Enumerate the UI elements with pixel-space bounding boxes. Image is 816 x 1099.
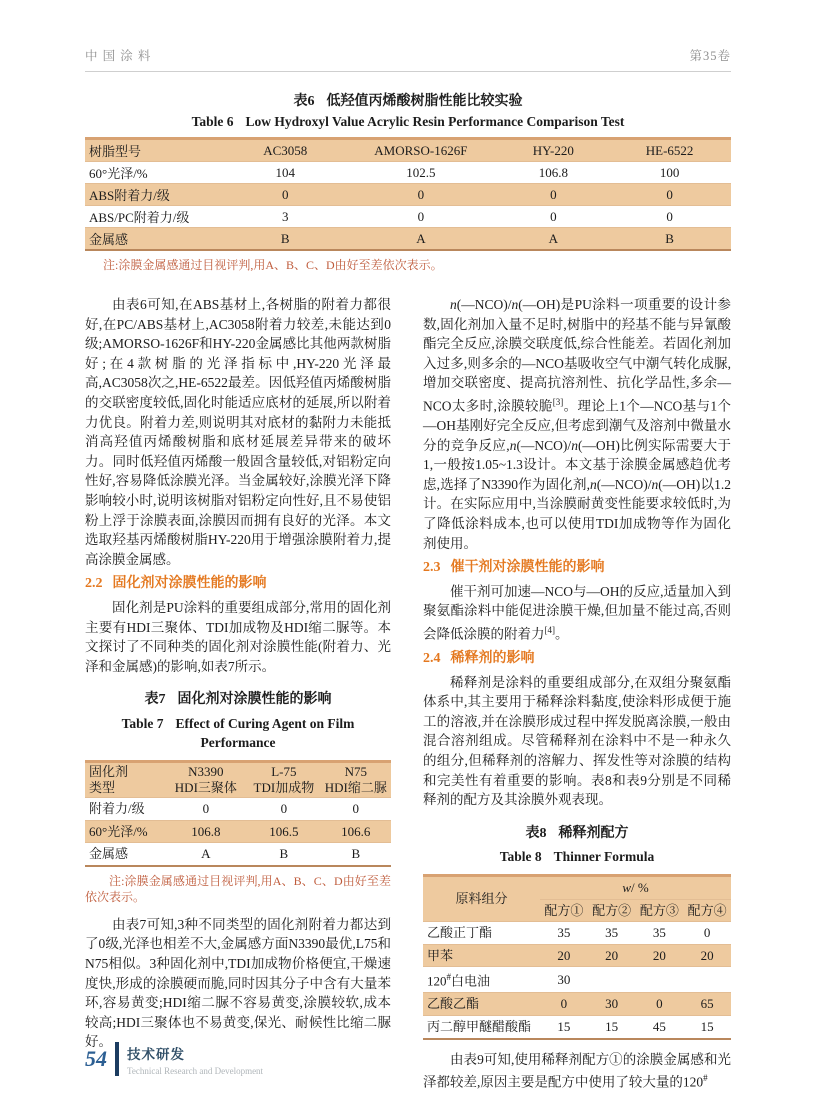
page-footer	[85, 1042, 263, 1076]
table-cell: 20	[683, 944, 731, 967]
table6-title-en: Low Hydroxyl Value Acrylic Resin Performance Comparison Test	[245, 114, 625, 129]
table6-header-cell: 树脂型号	[85, 139, 227, 162]
table-cell: 0	[247, 798, 320, 821]
table7-block	[85, 690, 391, 905]
table6-title-zh: 低羟值丙烯酸树脂性能比较实验	[326, 94, 523, 109]
body-columns	[85, 295, 731, 1092]
table6-caption-en	[85, 114, 731, 130]
section-heading-2-3	[423, 558, 731, 578]
table-cell: 106.8	[165, 820, 248, 843]
table7-caption-zh	[85, 690, 391, 710]
header-line: HDI三聚体	[174, 780, 237, 796]
section-heading-2-4	[423, 649, 731, 669]
table-cell: 0	[683, 922, 731, 945]
section-number: 2.3	[423, 560, 441, 576]
table8-group-header: w/ %	[540, 876, 731, 900]
paragraph: 固化剂是PU涂料的重要组成部分,常用的固化剂主要有HDI三聚体、TDI加成物及HDI缩二脲等。本文探讨了不同种类的固化剂对涂膜性能(附着力、光泽和金属感)的影响,如表7所示。	[85, 599, 391, 674]
table6-row	[85, 162, 731, 184]
header-line: 固化剂	[89, 764, 129, 780]
row-label: 丙二醇甲醚醋酸酯	[427, 1018, 532, 1034]
table-cell: 0	[227, 184, 343, 206]
table-cell: 104	[227, 162, 343, 184]
table6-header-cell: HE-6522	[608, 139, 731, 162]
table-cell: 106.6	[321, 820, 391, 843]
page-number: 54	[85, 1046, 107, 1071]
table7-header-cell	[165, 762, 248, 798]
table8-row	[423, 993, 731, 1016]
row-label: 乙酸乙酯	[423, 993, 540, 1016]
row-label: ABS/PC附着力/级	[85, 206, 227, 228]
row-label: 金属感	[89, 846, 129, 862]
table6-header-cell: HY-220	[498, 139, 608, 162]
table-cell: 45	[652, 1018, 666, 1034]
section-number: 2.4	[423, 651, 441, 667]
table-cell: 35	[636, 922, 684, 945]
table-cell: 30	[540, 967, 588, 993]
table6-row	[85, 184, 731, 206]
row-label: 金属感	[85, 228, 227, 251]
table7-title-zh: 固化剂对涂膜性能的影响	[177, 692, 332, 708]
row-label: 60°光泽/%	[85, 820, 165, 843]
table7-row	[85, 798, 391, 821]
section-title: 催干剂对涂膜性能的影响	[450, 560, 605, 576]
table8-title-zh: 稀释剂配方	[558, 825, 629, 841]
table-cell: A	[201, 846, 211, 862]
table6-row	[85, 228, 731, 251]
footer-section-en: Technical Research and Development	[127, 1065, 264, 1076]
table8-block	[423, 824, 731, 1040]
right-column	[423, 295, 731, 1092]
table-cell: 0	[343, 184, 498, 206]
header-line: TDI加成物	[253, 780, 315, 796]
table-cell: 20	[636, 944, 684, 967]
table-cell: 0	[498, 184, 608, 206]
table8-row	[423, 922, 731, 945]
table6-header-cell: AMORSO-1626F	[343, 139, 498, 162]
page-content	[85, 46, 731, 1092]
table7-note: 注:涂膜金属感通过目视评判,用A、B、C、D由好至差依次表示。	[85, 873, 391, 904]
volume-label: 第35卷	[689, 49, 731, 63]
table-cell: 15	[605, 1018, 619, 1034]
table-cell: 0	[321, 798, 391, 821]
paragraph: 由表9可知,使用稀释剂配方①的涂膜金属感和光泽都较差,原因主要是配方中使用了较大量的120#	[423, 1051, 731, 1090]
table8-row	[423, 944, 731, 967]
table6-header-row	[85, 139, 731, 162]
footer-section-zh: 技术研发	[127, 1046, 185, 1062]
table6-header-cell: AC3058	[227, 139, 343, 162]
table7-header-cell	[321, 762, 391, 798]
table-cell: 65	[683, 993, 731, 1016]
table7-row	[85, 843, 391, 866]
table-cell: 15	[700, 1018, 714, 1034]
table8	[423, 874, 731, 1039]
row-label: 附着力/级	[85, 798, 165, 821]
table7	[85, 760, 391, 867]
table6	[85, 137, 731, 251]
table-cell: 3	[227, 206, 343, 228]
table8-row	[423, 967, 731, 993]
table8-subheader-cell: 配方③	[636, 899, 684, 922]
table-cell: 15	[557, 1018, 571, 1034]
table8-title-en: Thinner Formula	[553, 849, 655, 865]
table6-label-zh: 表6	[293, 94, 315, 109]
paragraph: n(—NCO)/n(—OH)是PU涂料一项重要的设计参数,固化剂加入量不足时,树脂中的羟基不能与异氰酸酯完全反应,涂膜交联度低,综合性能差。若固化剂加入过多,则多余的—NCO基吸收空气中潮气转化成脲,增加交联密度、提高抗溶剂性、抗化学品性,多余—NCO太多时,涂膜较脆[3]。理论上1个—NCO基与1个—OH基刚好完全反应,但考虑到潮气及溶剂中微量水分的竞争反应,n(—NCO)/n(—OH)比例实际需要大于1,一般按1.05~1.3设计。本文基于涂膜金属感趋优考虑,选择了N3390作为固化剂,n(—NCO)/n(—OH)以1.2计。在实际应用中,当涂膜耐黄变性能要求较低时,为了降低涂料成本,也可以使用TDI加成物等作为固化剂使用。	[423, 297, 731, 551]
paragraph: 由表6可知,在ABS基材上,各树脂的附着力都很好,在PC/ABS基材上,AC3058附着力较差,未能达到0级;AMORSO-1626F和HY-220金属感比其他两款树脂好;在4款树脂的光泽指标中,HY-220光泽最高,AC3058次之,HE-6522最差。因低羟值丙烯酸树脂的交联密度较低,固化时能适应底材的延展,所以附着力优良。附着力差,则说明其对底材的黏附力未能抵消高羟值丙烯酸树脂和底材延展差异带来的破坏力。同时低羟值丙烯酸一般固含量较低,对铝粉定向性好,容易降低涂膜光泽。当金属较好,涂膜光泽下降影响较小时,说明该树脂对铝粉定向性好,且不易使铝粉上浮于涂膜表面,涂膜因而拥有良好的光泽。本文选取羟基丙烯酸树脂HY-220用于增强涂膜附着力,提高涂膜金属感。	[85, 297, 391, 567]
section-title: 固化剂对涂膜性能的影响	[112, 576, 267, 592]
table-cell: 102.5	[343, 162, 498, 184]
table7-row	[85, 820, 391, 843]
table-cell: 0	[343, 206, 498, 228]
table-cell: B	[351, 846, 361, 862]
table-cell	[588, 967, 636, 993]
header-line: HDI缩二脲	[324, 780, 387, 796]
header-line: L-75	[271, 764, 297, 780]
table-cell: B	[279, 846, 289, 862]
table-cell: A	[498, 228, 608, 251]
section-title: 稀释剂的影响	[450, 651, 535, 667]
table7-header-cell	[247, 762, 320, 798]
table8-caption-zh	[423, 824, 731, 844]
table7-title-en: Effect of Curing Agent on Film Performance	[175, 715, 355, 751]
row-label: 60°光泽/%	[85, 162, 227, 184]
table7-header-row	[85, 762, 391, 798]
row-label: 120#白电油	[423, 967, 540, 993]
table6-row	[85, 206, 731, 228]
row-label: 乙酸正丁酯	[423, 922, 540, 945]
table8-subheader-cell: 配方④	[683, 899, 731, 922]
table8-row	[423, 1015, 731, 1038]
section-number: 2.2	[85, 576, 103, 592]
row-label: ABS附着力/级	[85, 184, 227, 206]
table-cell: 30	[588, 993, 636, 1016]
table6-caption-zh	[85, 90, 731, 110]
row-label: 甲苯	[423, 944, 540, 967]
table7-caption-en	[85, 714, 391, 753]
table-cell: 20	[540, 944, 588, 967]
table-cell	[636, 967, 684, 993]
table-cell: 0	[165, 798, 248, 821]
table-cell: 20	[588, 944, 636, 967]
table8-stub-header: 原料组分	[423, 876, 540, 922]
table8-subheader-cell: 配方②	[588, 899, 636, 922]
journal-title: 中 国 涂 料	[85, 49, 152, 63]
footer-divider-bar	[115, 1042, 119, 1076]
table6-note: 注:涂膜金属感通过目视评判,用A、B、C、D由好至差依次表示。	[103, 258, 443, 272]
paragraph: 催干剂可加速—NCO与—OH的反应,适量加入到聚氨酯涂料中能促进涂膜干燥,但加量不能过高,否则会降低涂膜的附着力[4]。	[423, 583, 731, 642]
header-line: N3390	[188, 764, 224, 780]
left-column	[85, 295, 391, 1092]
table-cell: 0	[540, 993, 588, 1016]
table-cell: B	[608, 228, 731, 251]
table8-header-row	[423, 876, 731, 900]
table-cell: 106.8	[498, 162, 608, 184]
table-cell: 0	[636, 993, 684, 1016]
table-cell: 106.5	[247, 820, 320, 843]
table8-caption-en	[423, 847, 731, 867]
table8-subheader-cell: 配方①	[540, 899, 588, 922]
section-heading-2-2	[85, 574, 391, 594]
table7-header-cell	[85, 762, 165, 798]
table-cell: 0	[608, 184, 731, 206]
table-cell: 0	[498, 206, 608, 228]
footer-section	[127, 1043, 263, 1076]
header-line: 类型	[89, 780, 116, 796]
table8-label-en: Table 8	[499, 849, 542, 865]
table7-label-zh: 表7	[144, 692, 166, 708]
table6-label-en: Table 6	[191, 114, 234, 129]
table-cell	[683, 967, 731, 993]
table-cell: 100	[608, 162, 731, 184]
table-cell: 35	[540, 922, 588, 945]
paragraph: 稀释剂是涂料的重要组成部分,在双组分聚氨酯体系中,其主要用于稀释涂料黏度,使涂料形成便于施工的溶液,并在涂膜形成过程中挥发脱离涂膜,一般由混合溶剂组成。尽管稀释剂在涂料中不是一种永久的组分,但稀释剂的溶解力、挥发性等对涂膜的结构和完美性有着重要的影响。表8和表9分别是不同稀释剂的配方及其涂膜外观表现。	[423, 674, 731, 808]
table-cell: 0	[608, 206, 731, 228]
header-line: N75	[344, 764, 367, 780]
table-cell: A	[343, 228, 498, 251]
table8-label-zh: 表8	[525, 825, 547, 841]
running-head	[85, 46, 731, 72]
table-cell: 35	[588, 922, 636, 945]
paragraph: 由表7可知,3种不同类型的固化剂附着力都达到了0级,光泽也相差不大,金属感方面N3390最优,L75和N75相似。3种固化剂中,TDI加成物价格便宜,干燥速度快,形成的涂膜硬而脆,同时因其分子中含有大量苯环,容易黄变;HDI缩二脲不容易黄变,涂膜较软,成本较高;HDI三聚体也不易黄变,保光、耐候性比缩二脲好。	[85, 916, 391, 1050]
table-cell: B	[227, 228, 343, 251]
table7-label-en: Table 7	[121, 715, 164, 731]
